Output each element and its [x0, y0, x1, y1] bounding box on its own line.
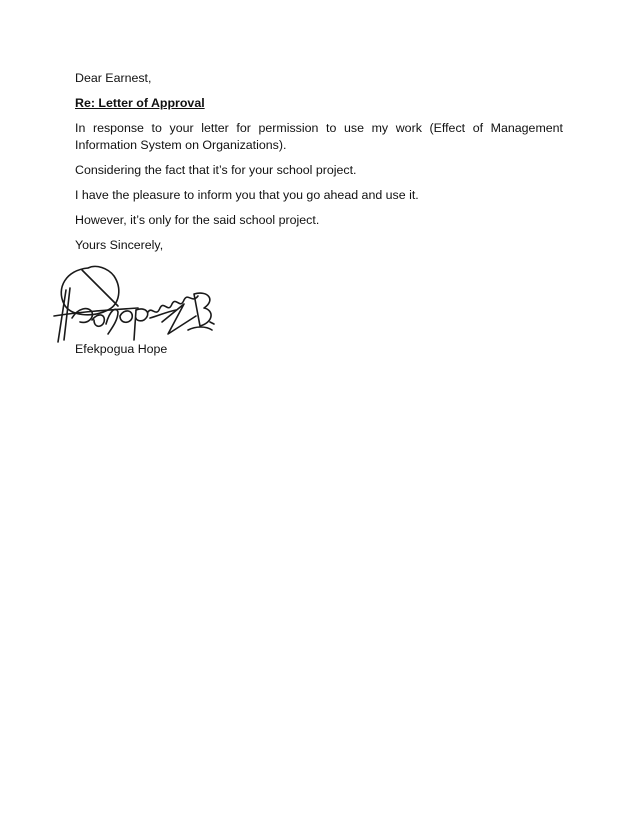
- paragraph-restriction: However, it’s only for the said school project.: [75, 213, 320, 227]
- letter-body: [75, 70, 563, 262]
- signer-name: Efekpogua Hope: [75, 342, 168, 356]
- paragraph-permission: In response to your letter for permission to use my work (Effect of Management Information System on Organizations).: [75, 121, 563, 152]
- handwritten-signature-icon: [48, 260, 218, 345]
- closing: Yours Sincerely,: [75, 238, 164, 252]
- paragraph-approval: I have the pleasure to inform you that you go ahead and use it.: [75, 188, 419, 202]
- paragraph-school-project: Considering the fact that it’s for your school project.: [75, 163, 357, 177]
- salutation: Dear Earnest,: [75, 71, 152, 85]
- subject-line: Re: Letter of Approval: [75, 96, 205, 110]
